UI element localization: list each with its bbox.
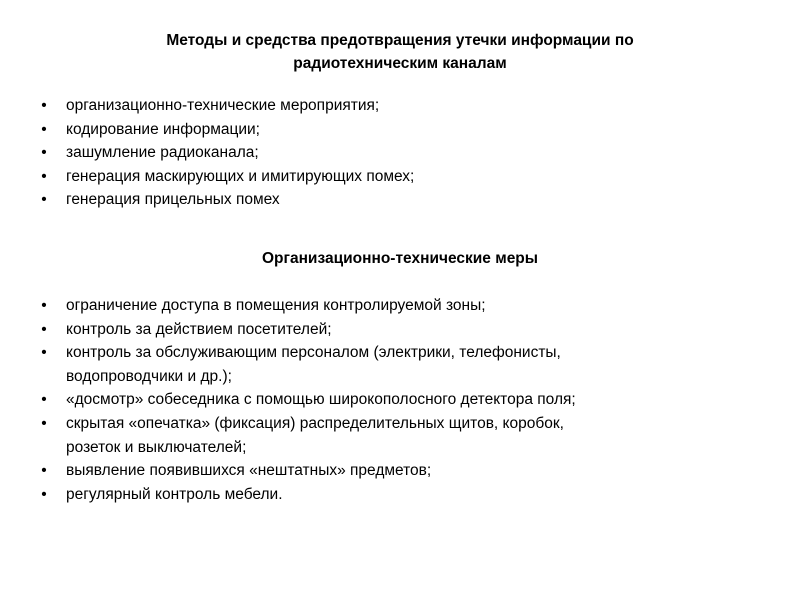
section-1-title-line-1: Методы и средства предотвращения утечки информации по [166, 32, 634, 49]
section-2-bullet-list [0, 294, 760, 506]
bullet-icon: • [41, 120, 47, 138]
bullet-icon: • [41, 191, 47, 209]
bullet-item [0, 318, 760, 342]
bullet-text: зашумление радиоканала; [66, 144, 259, 162]
bullet-icon: • [41, 297, 47, 314]
bullet-item [0, 412, 760, 459]
section-1-title [60, 29, 740, 75]
bullet-item [0, 188, 760, 212]
bullet-text: генерация маскирующих и имитирующих помех; [66, 167, 415, 185]
bullet-item [0, 341, 760, 388]
bullet-item [0, 118, 760, 142]
section-1-bullet-list [0, 94, 760, 212]
bullet-text: кодирование информации; [66, 120, 260, 138]
bullet-item [0, 294, 760, 318]
bullet-icon: • [41, 167, 47, 185]
bullet-item [0, 388, 760, 412]
bullet-text: скрытая «опечатка» (фиксация) распределительных щитов, коробок, [66, 414, 564, 432]
bullet-item [0, 141, 760, 165]
bullet-icon: • [41, 320, 47, 338]
bullet-icon: • [41, 344, 47, 362]
bullet-text: выявление появившихся «нештатных» предметов; [66, 462, 432, 480]
bullet-icon: • [41, 391, 47, 409]
bullet-icon: • [41, 414, 47, 432]
bullet-text: организационно-технические мероприятия; [66, 97, 380, 114]
bullet-icon: • [41, 462, 47, 480]
bullet-text-continuation: водопроводчики и др.); [66, 367, 232, 385]
section-2-title: Организационно-технические меры [261, 250, 539, 267]
bullet-item [0, 94, 760, 118]
bullet-text: регулярный контроль мебели. [66, 485, 283, 503]
bullet-text: контроль за обслуживающим персоналом (электрики, телефонисты, [66, 344, 561, 362]
bullet-item [0, 459, 760, 483]
bullet-icon: • [41, 97, 47, 114]
bullet-icon: • [41, 485, 47, 503]
bullet-text: генерация прицельных помех [66, 191, 280, 209]
bullet-icon: • [41, 144, 47, 162]
bullet-text: контроль за действием посетителей; [66, 320, 332, 338]
bullet-text: «досмотр» собеседника с помощью широкополосного детектора поля; [66, 391, 576, 409]
section-1-title-line-2: радиотехническим каналам [293, 55, 507, 72]
bullet-text-continuation: розеток и выключателей; [66, 438, 247, 456]
bullet-item [0, 483, 760, 507]
bullet-text: ограничение доступа в помещения контролируемой зоны; [66, 297, 486, 314]
bullet-item [0, 165, 760, 189]
